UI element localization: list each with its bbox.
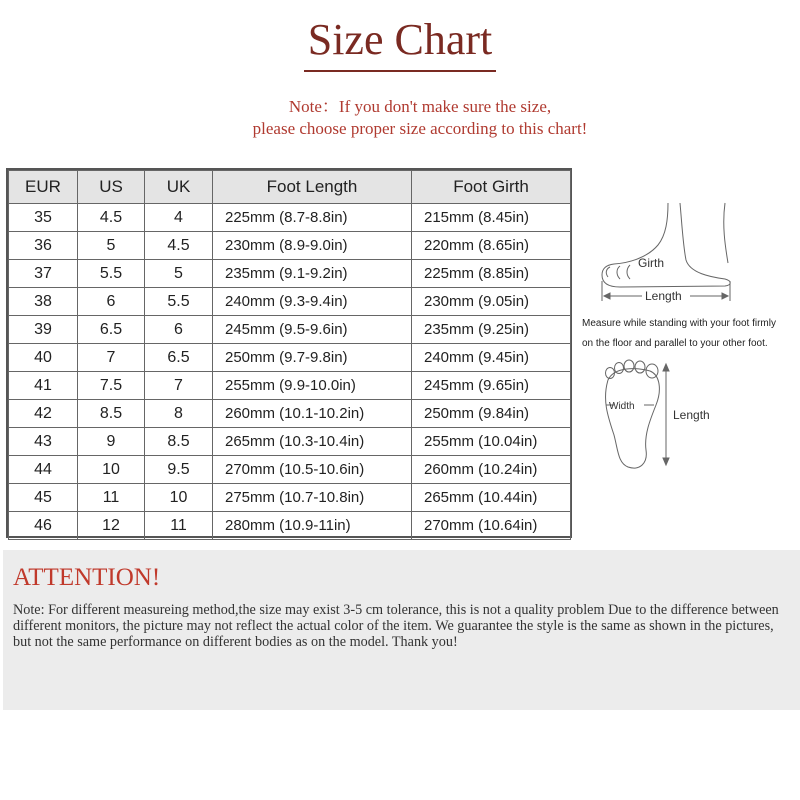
cell-uk: 9.5	[145, 456, 213, 484]
table-row	[9, 484, 571, 512]
table-row	[9, 400, 571, 428]
cell-girth: 235mm (9.25in)	[412, 316, 571, 344]
cell-len: 235mm (9.1-9.2in)	[213, 260, 412, 288]
cell-us: 5.5	[78, 260, 145, 288]
attention-box	[3, 550, 800, 710]
table-row	[9, 288, 571, 316]
cell-eur: 36	[9, 232, 78, 260]
cell-girth: 255mm (10.04in)	[412, 428, 571, 456]
cell-eur: 42	[9, 400, 78, 428]
cell-eur: 44	[9, 456, 78, 484]
cell-girth: 265mm (10.44in)	[412, 484, 571, 512]
cell-us: 6.5	[78, 316, 145, 344]
cell-len: 245mm (9.5-9.6in)	[213, 316, 412, 344]
cell-eur: 40	[9, 344, 78, 372]
table-row	[9, 428, 571, 456]
cell-girth: 270mm (10.64in)	[412, 512, 571, 540]
cell-uk: 6	[145, 316, 213, 344]
cell-girth: 230mm (9.05in)	[412, 288, 571, 316]
column-header-len: Foot Length	[213, 171, 412, 204]
attention-text: Note: For different measureing method,the size may exist 3-5 cm tolerance, this is not a quality problem Due to the difference between different monitors, the picture may not reflect the actual color of the item. We guarantee the style is the same as shown in the pictures, but not the same performance on different bodies as on the model. Thank you!	[13, 602, 779, 650]
table-row	[9, 456, 571, 484]
measure-caption	[582, 314, 797, 354]
cell-uk: 8.5	[145, 428, 213, 456]
cell-us: 6	[78, 288, 145, 316]
cell-len: 255mm (9.9-10.0in)	[213, 372, 412, 400]
column-header-us: US	[78, 171, 145, 204]
table-row	[9, 512, 571, 540]
cell-uk: 6.5	[145, 344, 213, 372]
cell-us: 10	[78, 456, 145, 484]
table-row	[9, 260, 571, 288]
cell-girth: 245mm (9.65in)	[412, 372, 571, 400]
cell-len: 275mm (10.7-10.8in)	[213, 484, 412, 512]
measure-caption-line-2: on the floor and parallel to your other foot.	[582, 338, 768, 349]
foot-length-label: Length	[645, 289, 682, 303]
cell-girth: 225mm (8.85in)	[412, 260, 571, 288]
attention-title: ATTENTION!	[13, 564, 161, 591]
cell-us: 5	[78, 232, 145, 260]
size-note	[0, 96, 800, 140]
width-label: Width	[609, 401, 635, 412]
cell-us: 11	[78, 484, 145, 512]
cell-eur: 41	[9, 372, 78, 400]
size-table	[6, 168, 572, 538]
cell-eur: 38	[9, 288, 78, 316]
cell-eur: 46	[9, 512, 78, 540]
cell-us: 12	[78, 512, 145, 540]
cell-len: 270mm (10.5-10.6in)	[213, 456, 412, 484]
cell-len: 225mm (8.7-8.8in)	[213, 204, 412, 232]
cell-len: 265mm (10.3-10.4in)	[213, 428, 412, 456]
table-row	[9, 316, 571, 344]
size-note-line-2: please choose proper size according to this chart!	[252, 119, 588, 138]
cell-girth: 250mm (9.84in)	[412, 400, 571, 428]
cell-len: 240mm (9.3-9.4in)	[213, 288, 412, 316]
size-note-line-1: Note：If you don't make sure the size,	[288, 97, 552, 116]
cell-uk: 5.5	[145, 288, 213, 316]
cell-eur: 35	[9, 204, 78, 232]
cell-uk: 4	[145, 204, 213, 232]
cell-us: 7	[78, 344, 145, 372]
cell-girth: 220mm (8.65in)	[412, 232, 571, 260]
table-row	[9, 232, 571, 260]
column-header-girth: Foot Girth	[412, 171, 571, 204]
table-row	[9, 372, 571, 400]
cell-uk: 8	[145, 400, 213, 428]
girth-label: Girth	[638, 256, 665, 270]
cell-uk: 11	[145, 512, 213, 540]
table-row	[9, 344, 571, 372]
table-row	[9, 204, 571, 232]
cell-us: 4.5	[78, 204, 145, 232]
column-header-eur: EUR	[9, 171, 78, 204]
column-header-uk: UK	[145, 171, 213, 204]
cell-uk: 7	[145, 372, 213, 400]
cell-eur: 37	[9, 260, 78, 288]
cell-us: 7.5	[78, 372, 145, 400]
cell-uk: 10	[145, 484, 213, 512]
page-title: Size Chart	[0, 18, 800, 72]
sole-foot-icon	[606, 360, 660, 468]
cell-girth: 215mm (8.45in)	[412, 204, 571, 232]
cell-eur: 43	[9, 428, 78, 456]
cell-uk: 5	[145, 260, 213, 288]
measure-caption-line-1: Measure while standing with your foot firmly	[582, 318, 776, 329]
table-header-row	[9, 171, 571, 204]
cell-us: 9	[78, 428, 145, 456]
cell-len: 280mm (10.9-11in)	[213, 512, 412, 540]
cell-len: 260mm (10.1-10.2in)	[213, 400, 412, 428]
sole-length-arrow-icon	[663, 364, 669, 465]
cell-eur: 39	[9, 316, 78, 344]
cell-girth: 260mm (10.24in)	[412, 456, 571, 484]
cell-girth: 240mm (9.45in)	[412, 344, 571, 372]
cell-eur: 45	[9, 484, 78, 512]
cell-uk: 4.5	[145, 232, 213, 260]
cell-len: 230mm (8.9-9.0in)	[213, 232, 412, 260]
cell-len: 250mm (9.7-9.8in)	[213, 344, 412, 372]
cell-us: 8.5	[78, 400, 145, 428]
sole-length-label: Length	[673, 408, 710, 422]
side-foot-icon	[602, 203, 730, 287]
